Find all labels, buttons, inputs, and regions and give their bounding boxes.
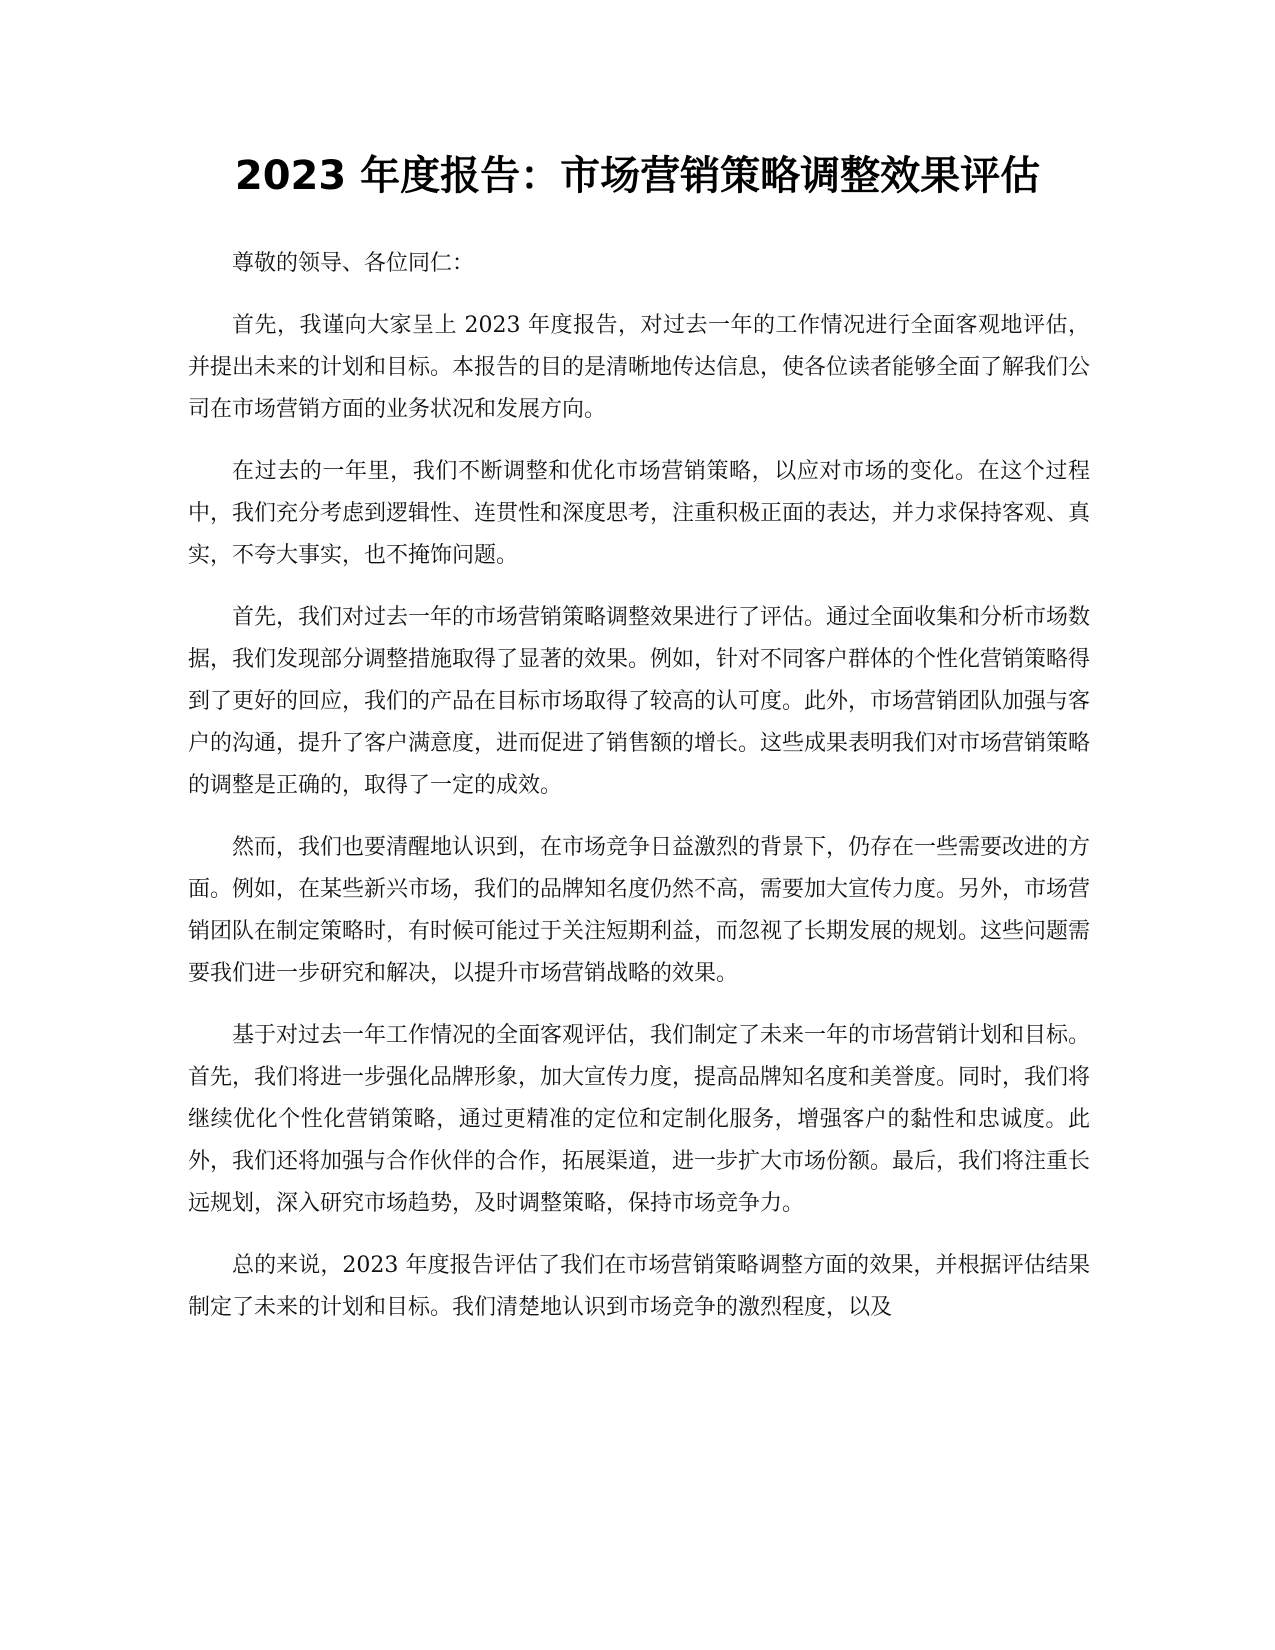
- document-title: 2023 年度报告：市场营销策略调整效果评估: [234, 153, 1041, 199]
- paragraph: 基于对过去一年工作情况的全面客观评估，我们制定了未来一年的市场营销计划和目标。首先，我们将进一步强化品牌形象，加大宣传力度，提高品牌知名度和美誉度。同时，我们将继续优化个性化营销策略，通过更精准的定位和定制化服务，增强客户的黏性和忠诚度。此外，我们还将加强与合作伙伴的合作，拓展渠道，进一步扩大市场份额。最后，我们将注重长远规划，深入研究市场趋势，及时调整策略，保持市场竞争力。: [188, 1023, 1091, 1216]
- paragraph-salutation: 尊敬的领导、各位同仁：: [232, 251, 475, 276]
- paragraph: 首先，我们对过去一年的市场营销策略调整效果进行了评估。通过全面收集和分析市场数据，我们发现部分调整措施取得了显著的效果。例如，针对不同客户群体的个性化营销策略得到了更好的回应，我们的产品在目标市场取得了较高的认可度。此外，市场营销团队加强与客户的沟通，提升了客户满意度，进而促进了销售额的增长。这些成果表明我们对市场营销策略的调整是正确的，取得了一定的成效。: [188, 605, 1091, 798]
- paragraph: 在过去的一年里，我们不断调整和优化市场营销策略，以应对市场的变化。在这个过程中，我们充分考虑到逻辑性、连贯性和深度思考，注重积极正面的表达，并力求保持客观、真实，不夸大事实，也不掩饰问题。: [188, 459, 1091, 568]
- paragraph: 然而，我们也要清醒地认识到，在市场竞争日益激烈的背景下，仍存在一些需要改进的方面。例如，在某些新兴市场，我们的品牌知名度仍然不高，需要加大宣传力度。另外，市场营销团队在制定策略时，有时候可能过于关注短期利益，而忽视了长期发展的规划。这些问题需要我们进一步研究和解决，以提升市场营销战略的效果。: [188, 835, 1091, 986]
- paragraph: 首先，我谨向大家呈上 2023 年度报告，对过去一年的工作情况进行全面客观地评估，并提出未来的计划和目标。本报告的目的是清晰地传达信息，使各位读者能够全面了解我们公司在市场营销方面的业务状况和发展方向。: [188, 313, 1091, 422]
- document-body: [188, 243, 1090, 1349]
- paragraph: 总的来说，2023 年度报告评估了我们在市场营销策略调整方面的效果，并根据评估结果制定了未来的计划和目标。我们清楚地认识到市场竞争的激烈程度，以及: [188, 1253, 1090, 1320]
